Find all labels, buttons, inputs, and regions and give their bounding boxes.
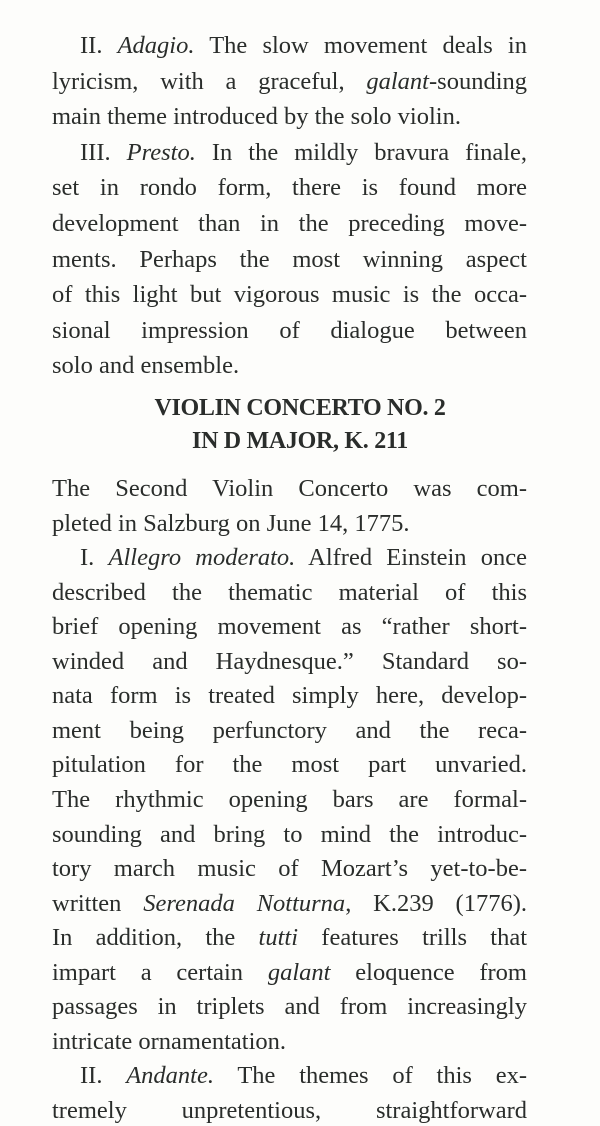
- text-segment: tremely unpretentious, straightforward: [52, 1096, 527, 1124]
- text-segment: of this light but vigorous music is the occa-: [52, 281, 527, 309]
- text-line: [52, 716, 527, 746]
- text-line: [52, 138, 527, 168]
- section-heading-line-1: VIOLIN CONCERTO NO. 2: [154, 395, 446, 421]
- italic-text: galant: [267, 958, 331, 986]
- text-segment: pleted in Salzburg on June 14, 1775.: [52, 509, 410, 537]
- text-segment: brief opening movement as “rather short-: [52, 613, 527, 641]
- text-segment: nata form is treated simply here, develop-: [52, 682, 527, 710]
- text-line: [52, 316, 527, 346]
- italic-text: Allegro moderato.: [108, 544, 296, 572]
- text-line: [52, 854, 527, 884]
- text-segment: In the mildly bravura finale,: [195, 138, 528, 166]
- text-segment: sounding and bring to mind the introduc-: [52, 820, 527, 848]
- text-line: [52, 578, 527, 608]
- text-line: [52, 102, 527, 132]
- text-segment: lyricism, with a graceful,: [52, 67, 367, 95]
- italic-text: Serenada Notturna: [143, 889, 346, 917]
- text-segment: tory march music of Mozart’s yet-to-be-: [52, 855, 527, 883]
- text-segment: solo and ensemble.: [52, 352, 240, 380]
- text-segment: The Second Violin Concerto was com-: [52, 475, 527, 502]
- text-segment: passages in triplets and from increasingly: [52, 993, 527, 1021]
- text-segment: impart a certain: [52, 958, 268, 986]
- text-segment: ments. Perhaps the most winning aspect: [52, 245, 527, 273]
- text-segment: -sounding: [429, 67, 527, 95]
- text-segment: winded and Haydnesque.” Standard so-: [52, 647, 527, 675]
- text-segment: In addition, the: [52, 924, 259, 952]
- italic-text: Andante.: [126, 1062, 214, 1090]
- text-line: [52, 1027, 527, 1057]
- text-line: [52, 67, 527, 97]
- text-segment: III.: [80, 138, 127, 166]
- text-segment: , K.239 (1776).: [345, 889, 527, 917]
- italic-text: tutti: [258, 924, 299, 952]
- text-segment: intricate ornamentation.: [52, 1027, 287, 1055]
- text-line: [52, 31, 527, 61]
- text-segment: Alfred Einstein once: [295, 544, 527, 572]
- text-line: [52, 245, 527, 275]
- text-line: [52, 750, 527, 780]
- text-line: [52, 351, 527, 381]
- text-line: [52, 958, 527, 988]
- italic-text: Presto.: [126, 138, 196, 166]
- text-segment: The slow movement deals in: [194, 32, 527, 59]
- text-line: [52, 543, 527, 573]
- text-segment: II.: [80, 32, 118, 59]
- text-segment: features trills that: [298, 924, 527, 952]
- text-segment: main theme introduced by the solo violin.: [52, 103, 461, 131]
- text-segment: sional impression of dialogue between: [52, 316, 527, 344]
- text-line: [52, 280, 527, 310]
- text-segment: ment being perfunctory and the reca-: [52, 716, 527, 744]
- text-segment: The rhythmic opening bars are formal-: [52, 785, 527, 813]
- text-segment: II.: [80, 1062, 127, 1090]
- italic-text: galant: [366, 67, 429, 95]
- text-line: [52, 1061, 527, 1091]
- text-line: [52, 173, 527, 203]
- text-segment: set in rondo form, there is found more: [52, 174, 527, 202]
- italic-text: Adagio.: [117, 32, 195, 59]
- text-line: [52, 612, 527, 642]
- text-segment: I.: [80, 544, 109, 572]
- text-line: [52, 923, 527, 953]
- text-line: [52, 1096, 527, 1126]
- text-line: [52, 820, 527, 850]
- text-segment: described the thematic material of this: [52, 578, 527, 606]
- text-line: [52, 785, 527, 815]
- text-line: [52, 647, 527, 677]
- text-line: [52, 474, 527, 504]
- text-segment: development than in the preceding move-: [52, 210, 527, 237]
- text-segment: eloquence from: [330, 958, 527, 986]
- section-heading-line-2: IN D MAJOR, K. 211: [192, 428, 408, 454]
- text-line: [52, 889, 527, 919]
- text-segment: The themes of this ex-: [214, 1062, 527, 1090]
- text-line: [52, 209, 527, 239]
- text-segment: pitulation for the most part unvaried.: [52, 751, 527, 779]
- text-line: [52, 681, 527, 711]
- text-segment: written: [52, 889, 144, 917]
- text-line: [52, 992, 527, 1022]
- text-line: [52, 509, 527, 539]
